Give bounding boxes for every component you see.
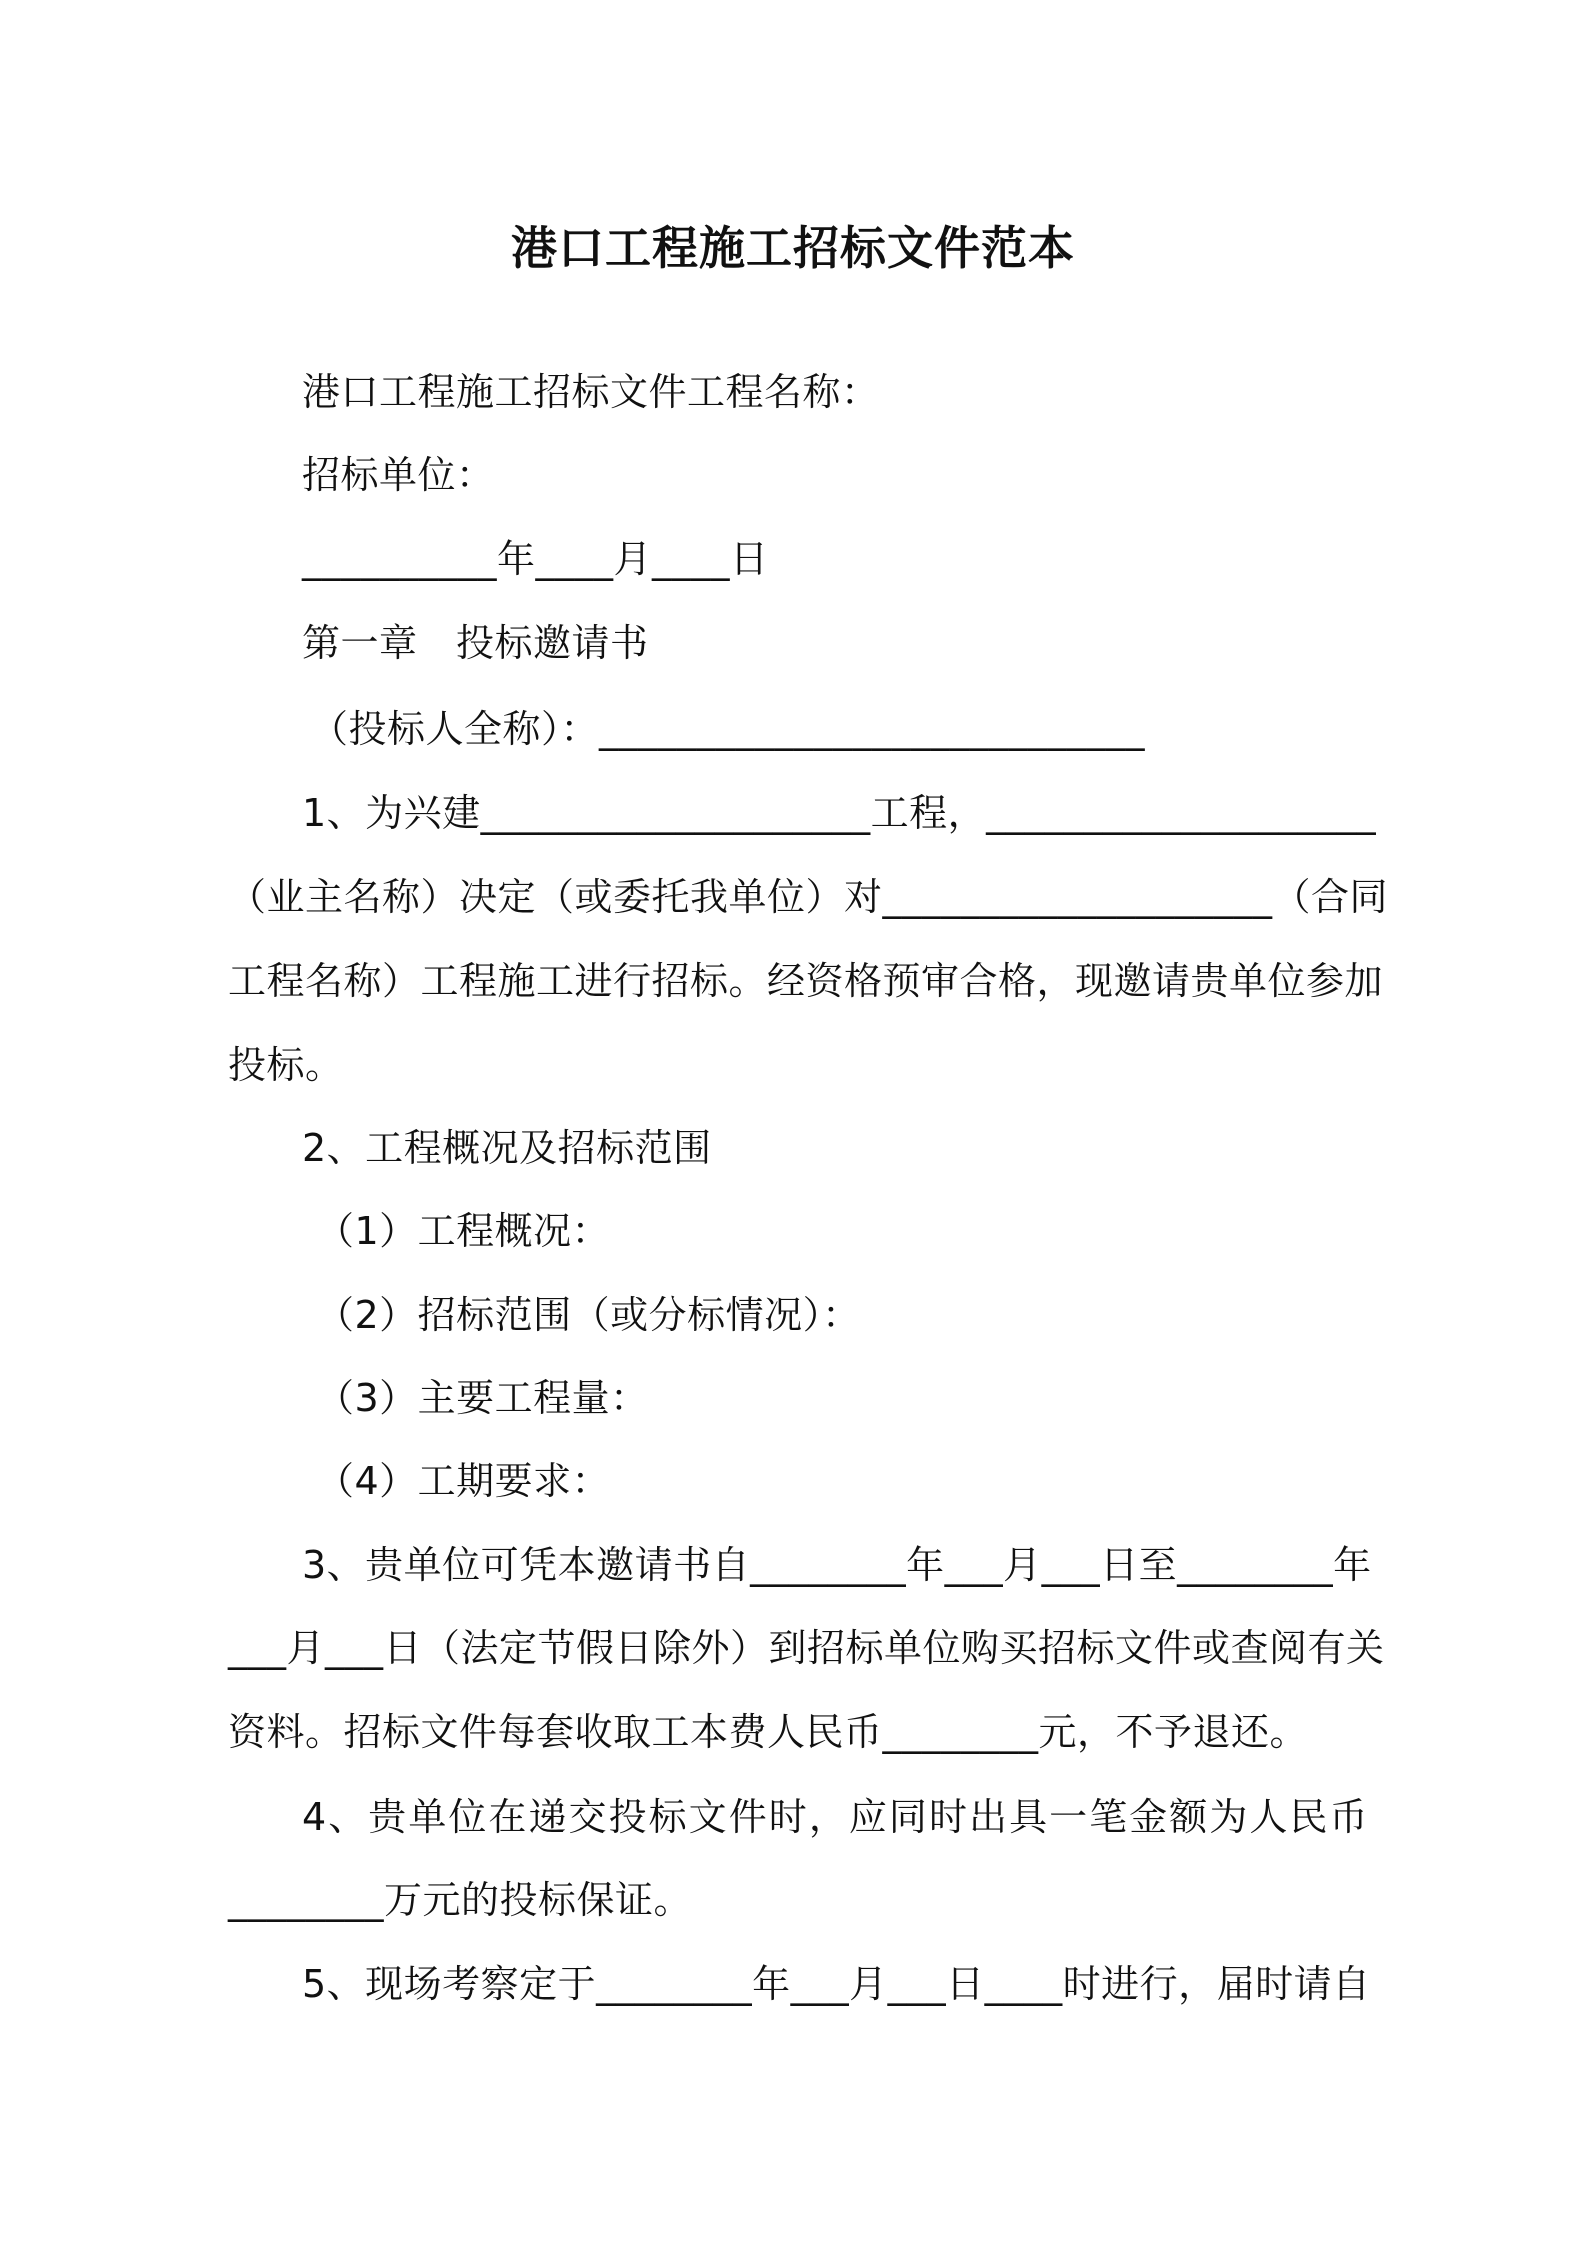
clause-2-item-3: （3）主要工程量：: [316, 1376, 649, 1420]
clause-2-item-2: （2）招标范围（或分标情况）：: [316, 1293, 861, 1337]
clause-3-line-2: ___月___日（法定节假日除外）到招标单位购买招标文件或查阅有关: [228, 1626, 1385, 1670]
date-line: __________年____月____日: [302, 537, 769, 581]
clause-4-line-1: 4、贵单位在递交投标文件时，应同时出具一笔金额为人民币: [302, 1795, 1368, 1839]
document-title: 港口工程施工招标文件范本: [511, 221, 1075, 275]
clause-2-heading: 2、工程概况及招标范围: [302, 1126, 712, 1170]
project-name-label: 港口工程施工招标文件工程名称：: [302, 370, 880, 414]
clause-1-line-3: 工程名称）工程施工进行招标。经资格预审合格，现邀请贵单位参加: [228, 959, 1384, 1003]
tender-unit-label: 招标单位：: [302, 453, 495, 497]
clause-2-item-4: （4）工期要求：: [316, 1459, 611, 1503]
clause-3-line-1: 3、贵单位可凭本邀请书自________年___月___日至________年: [302, 1543, 1372, 1587]
bidder-name-line: （投标人全称）：____________________________: [310, 707, 1146, 751]
clause-2-item-1: （1）工程概况：: [316, 1209, 611, 1253]
clause-1-line-2: （业主名称）决定（或委托我单位）对____________________（合同: [228, 875, 1389, 919]
clause-4-line-2: ________万元的投标保证。: [228, 1878, 693, 1922]
clause-1-line-4: 投标。: [228, 1043, 344, 1087]
chapter-heading: 第一章 投标邀请书: [302, 621, 649, 665]
clause-1-line-1: 1、为兴建____________________工程，____________________: [302, 791, 1377, 835]
clause-3-line-3: 资料。招标文件每套收取工本费人民币________元，不予退还。: [228, 1710, 1309, 1754]
clause-5-line-1: 5、现场考察定于________年___月___日____时进行，届时请自: [302, 1962, 1371, 2006]
